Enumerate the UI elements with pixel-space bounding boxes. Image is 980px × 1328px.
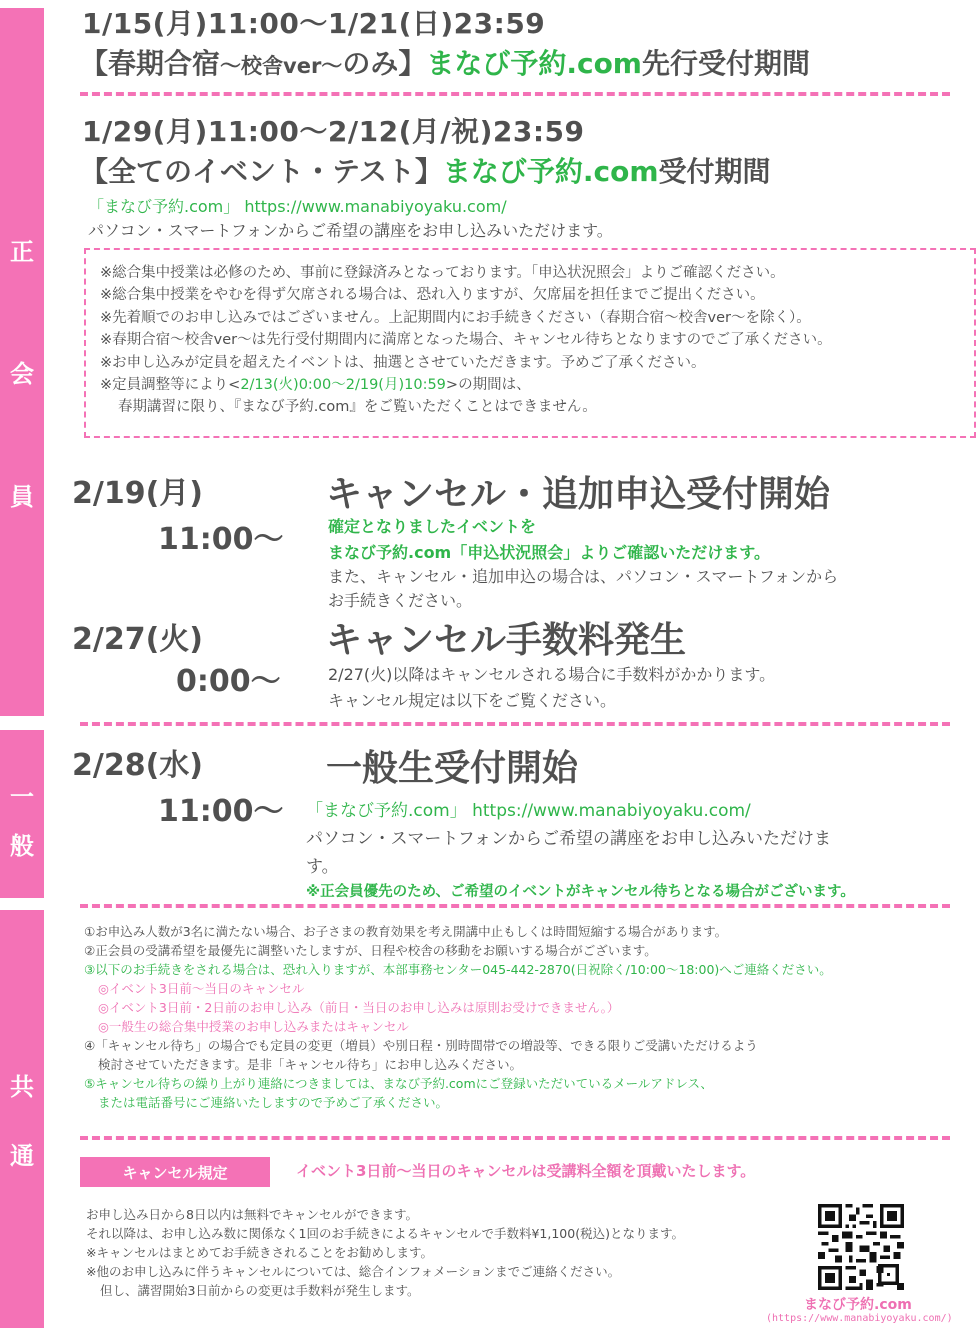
event2-desc-1: 2/27(火)以降はキャンセルされる場合に手数料がかかります。 (328, 665, 776, 684)
period2-desc: パソコン・スマートフォンからご希望の講座をお申し込みいただけます。 (88, 221, 613, 240)
note-item: ※先着順でのお申し込みではございません。上記期間内にお手続きください（春期合宿〜校舎ver〜を除く）。 (100, 309, 811, 326)
event3-date: 2/28(水) (72, 748, 204, 783)
note-item: ※総合集中授業は必修のため、事前に登録済みとなっております。「申込状況照会」よりご確認ください。 (100, 265, 785, 281)
event3-desc-2: す。 (306, 857, 339, 877)
period1-title-pre: 【春期合宿 (80, 47, 221, 80)
event1-desc-2: お手続きください。 (328, 591, 473, 610)
event3-time: 11:00〜 (158, 794, 284, 829)
event3-site-link[interactable]: 「まなび予約.com」 https://www.manabiyoyaku.com/ (306, 801, 751, 821)
period2-date: 1/29(月)11:00〜2/12(月/祝)23:59 (82, 115, 585, 148)
note-item-6 (100, 374, 974, 396)
cancel-policy-tag: キャンセル規定 (80, 1157, 270, 1187)
common-note-5b: または電話番号にご連絡いたしますので予めご了承ください。 (98, 1095, 449, 1110)
divider (80, 1136, 950, 1140)
event1-green-1: 確定となりましたイベントを (328, 517, 537, 536)
divider (80, 722, 950, 726)
event2-desc-2: キャンセル規定は以下をご覧ください。 (328, 691, 617, 710)
note-item: ※春期合宿〜校舎ver〜は先行受付期間内に満席となった場合、キャンセル待ちとなりますのでご了承ください。 (100, 332, 832, 349)
event3-title: 一般生受付開始 (326, 748, 579, 789)
sidebar-common-char-2: 通 (10, 1142, 34, 1170)
cancel-headline: イベント3日前〜当日のキャンセルは受講料全額を頂戴いたします。 (296, 1162, 756, 1180)
qr-url[interactable]: (https://www.manabiyoyaku.com/) (766, 1313, 953, 1324)
cancel-line-3: ※キャンセルはまとめてお手続きされることをお勧めします。 (86, 1245, 433, 1260)
period1-title (80, 42, 810, 82)
cancel-line-1: お申し込み日から8日以内は無料でキャンセルができます。 (86, 1207, 418, 1222)
cancel-line-2: それ以降は、お申し込み数に関係なく1回のお手続きによるキャンセルで手数料¥1,100(税込)となります。 (86, 1226, 684, 1241)
sidebar-member-char-1: 正 (10, 237, 34, 266)
event1-desc-1: また、キャンセル・追加申込の場合は、パソコン・スマートフォンから (328, 567, 839, 586)
common-note-4b: 検討させていただきます。是非「キャンセル待ち」にお申し込みください。 (98, 1057, 523, 1072)
note6-period: 2/13(火)0:00〜2/19(月)10:59 (240, 377, 446, 394)
event2-title: キャンセル手数料発生 (326, 620, 687, 661)
period2-title-pre: 【全てのイベント・テスト】 (80, 155, 443, 188)
common-note-3: ③以下のお手続きをされる場合は、恐れ入りますが、本部事務センター045-442-2870(日祝除く/10:00〜18:00)へご連絡ください。 (84, 962, 832, 977)
cancel-line-5: 但し、講習開始3日前からの変更は手数料が発生します。 (100, 1283, 420, 1298)
common-note-3c: ◎一般生の総合集中授業のお申し込みまたはキャンセル (98, 1019, 409, 1034)
common-note-3a: ◎イベント3日前〜当日のキャンセル (98, 981, 305, 996)
event1-green-2: まなび予約.com「申込状況照会」よりご確認いただけます。 (328, 543, 770, 562)
common-note-5a: ⑤キャンセル待ちの繰り上がり連絡につきましては、まなび予約.comにご登録いただいているメールアドレス、 (84, 1076, 713, 1091)
note-item: ※総合集中授業をやむを得ず欠席される場合は、恐れ入りますが、欠席届を担任までご提出ください。 (100, 287, 765, 304)
event2-date: 2/27(火) (72, 622, 204, 657)
period2-title-site: まなび予約.com (442, 155, 659, 188)
period1-title-mid: のみ】 (342, 47, 427, 80)
sidebar-general (0, 730, 44, 898)
note-item: ※お申し込みが定員を超えたイベントは、抽選とさせていただきます。予めご了承ください。 (100, 354, 706, 371)
common-note-4a: ④「キャンセル待ち」の場合でも定員の変更（増員）や別日程・別時間帯での増設等、できる限りご受講いただけるよう (84, 1038, 758, 1053)
divider (80, 92, 950, 96)
period1-title-post: 先行受付期間 (641, 47, 810, 80)
event1-time: 11:00〜 (158, 522, 284, 557)
notes-box (84, 248, 976, 438)
event3-desc-1: パソコン・スマートフォンからご希望の講座をお申し込みいただけま (306, 829, 831, 849)
common-note-3b: ◎イベント3日前・2日前のお申し込み（前日・当日のお申し込みは原則お受けできません。） (98, 1000, 620, 1015)
event3-green-note: ※正会員優先のため、ご希望のイベントがキャンセル待ちとなる場合がございます。 (306, 884, 855, 900)
common-note-2: ②正会員の受講希望を最優先に調整いたしますが、日程や校舎の移動をお願いする場合がございます。 (84, 943, 657, 958)
event2-time: 0:00〜 (176, 664, 281, 699)
sidebar-member-char-3: 員 (10, 483, 34, 512)
common-notes (84, 922, 832, 1112)
qr-code-icon[interactable] (818, 1204, 904, 1290)
qr-label: まなび予約.com (804, 1297, 912, 1313)
period2-title (80, 150, 771, 190)
sidebar-member-char-2: 会 (10, 360, 34, 389)
note6-post: >の期間は、 (445, 377, 531, 394)
cancel-line-4: ※他のお申し込みに伴うキャンセルについては、総合インフォメーションまでご連絡ください。 (86, 1264, 621, 1279)
sidebar-general-char-1: 一 (10, 783, 34, 811)
sidebar-member (0, 8, 44, 716)
note6-line2: 春期講習に限り、『まなび予約.com』をご覧いただくことはできません。 (118, 399, 597, 416)
divider (80, 904, 950, 908)
sidebar-general-char-2: 般 (10, 832, 34, 860)
period1-title-small: 〜校舎ver〜 (220, 54, 343, 78)
common-note-1: ①お申込み人数が3名に満たない場合、お子さまの教育効果を考え開講中止もしくは時間短縮する場合があります。 (84, 924, 728, 939)
cancel-details (86, 1205, 684, 1300)
event1-date: 2/19(月) (72, 476, 204, 511)
note6-pre: ※定員調整等により< (100, 377, 241, 394)
period2-site-link[interactable]: 「まなび予約.com」 https://www.manabiyoyaku.com/ (88, 197, 507, 216)
event1-title: キャンセル・追加申込受付開始 (326, 474, 831, 515)
period1-title-site: まなび予約.com (426, 47, 642, 80)
sidebar-common-char-1: 共 (10, 1073, 34, 1101)
period2-title-post: 受付期間 (658, 155, 771, 188)
sidebar-common (0, 910, 44, 1328)
period1-date: 1/15(月)11:00〜1/21(日)23:59 (82, 7, 546, 40)
